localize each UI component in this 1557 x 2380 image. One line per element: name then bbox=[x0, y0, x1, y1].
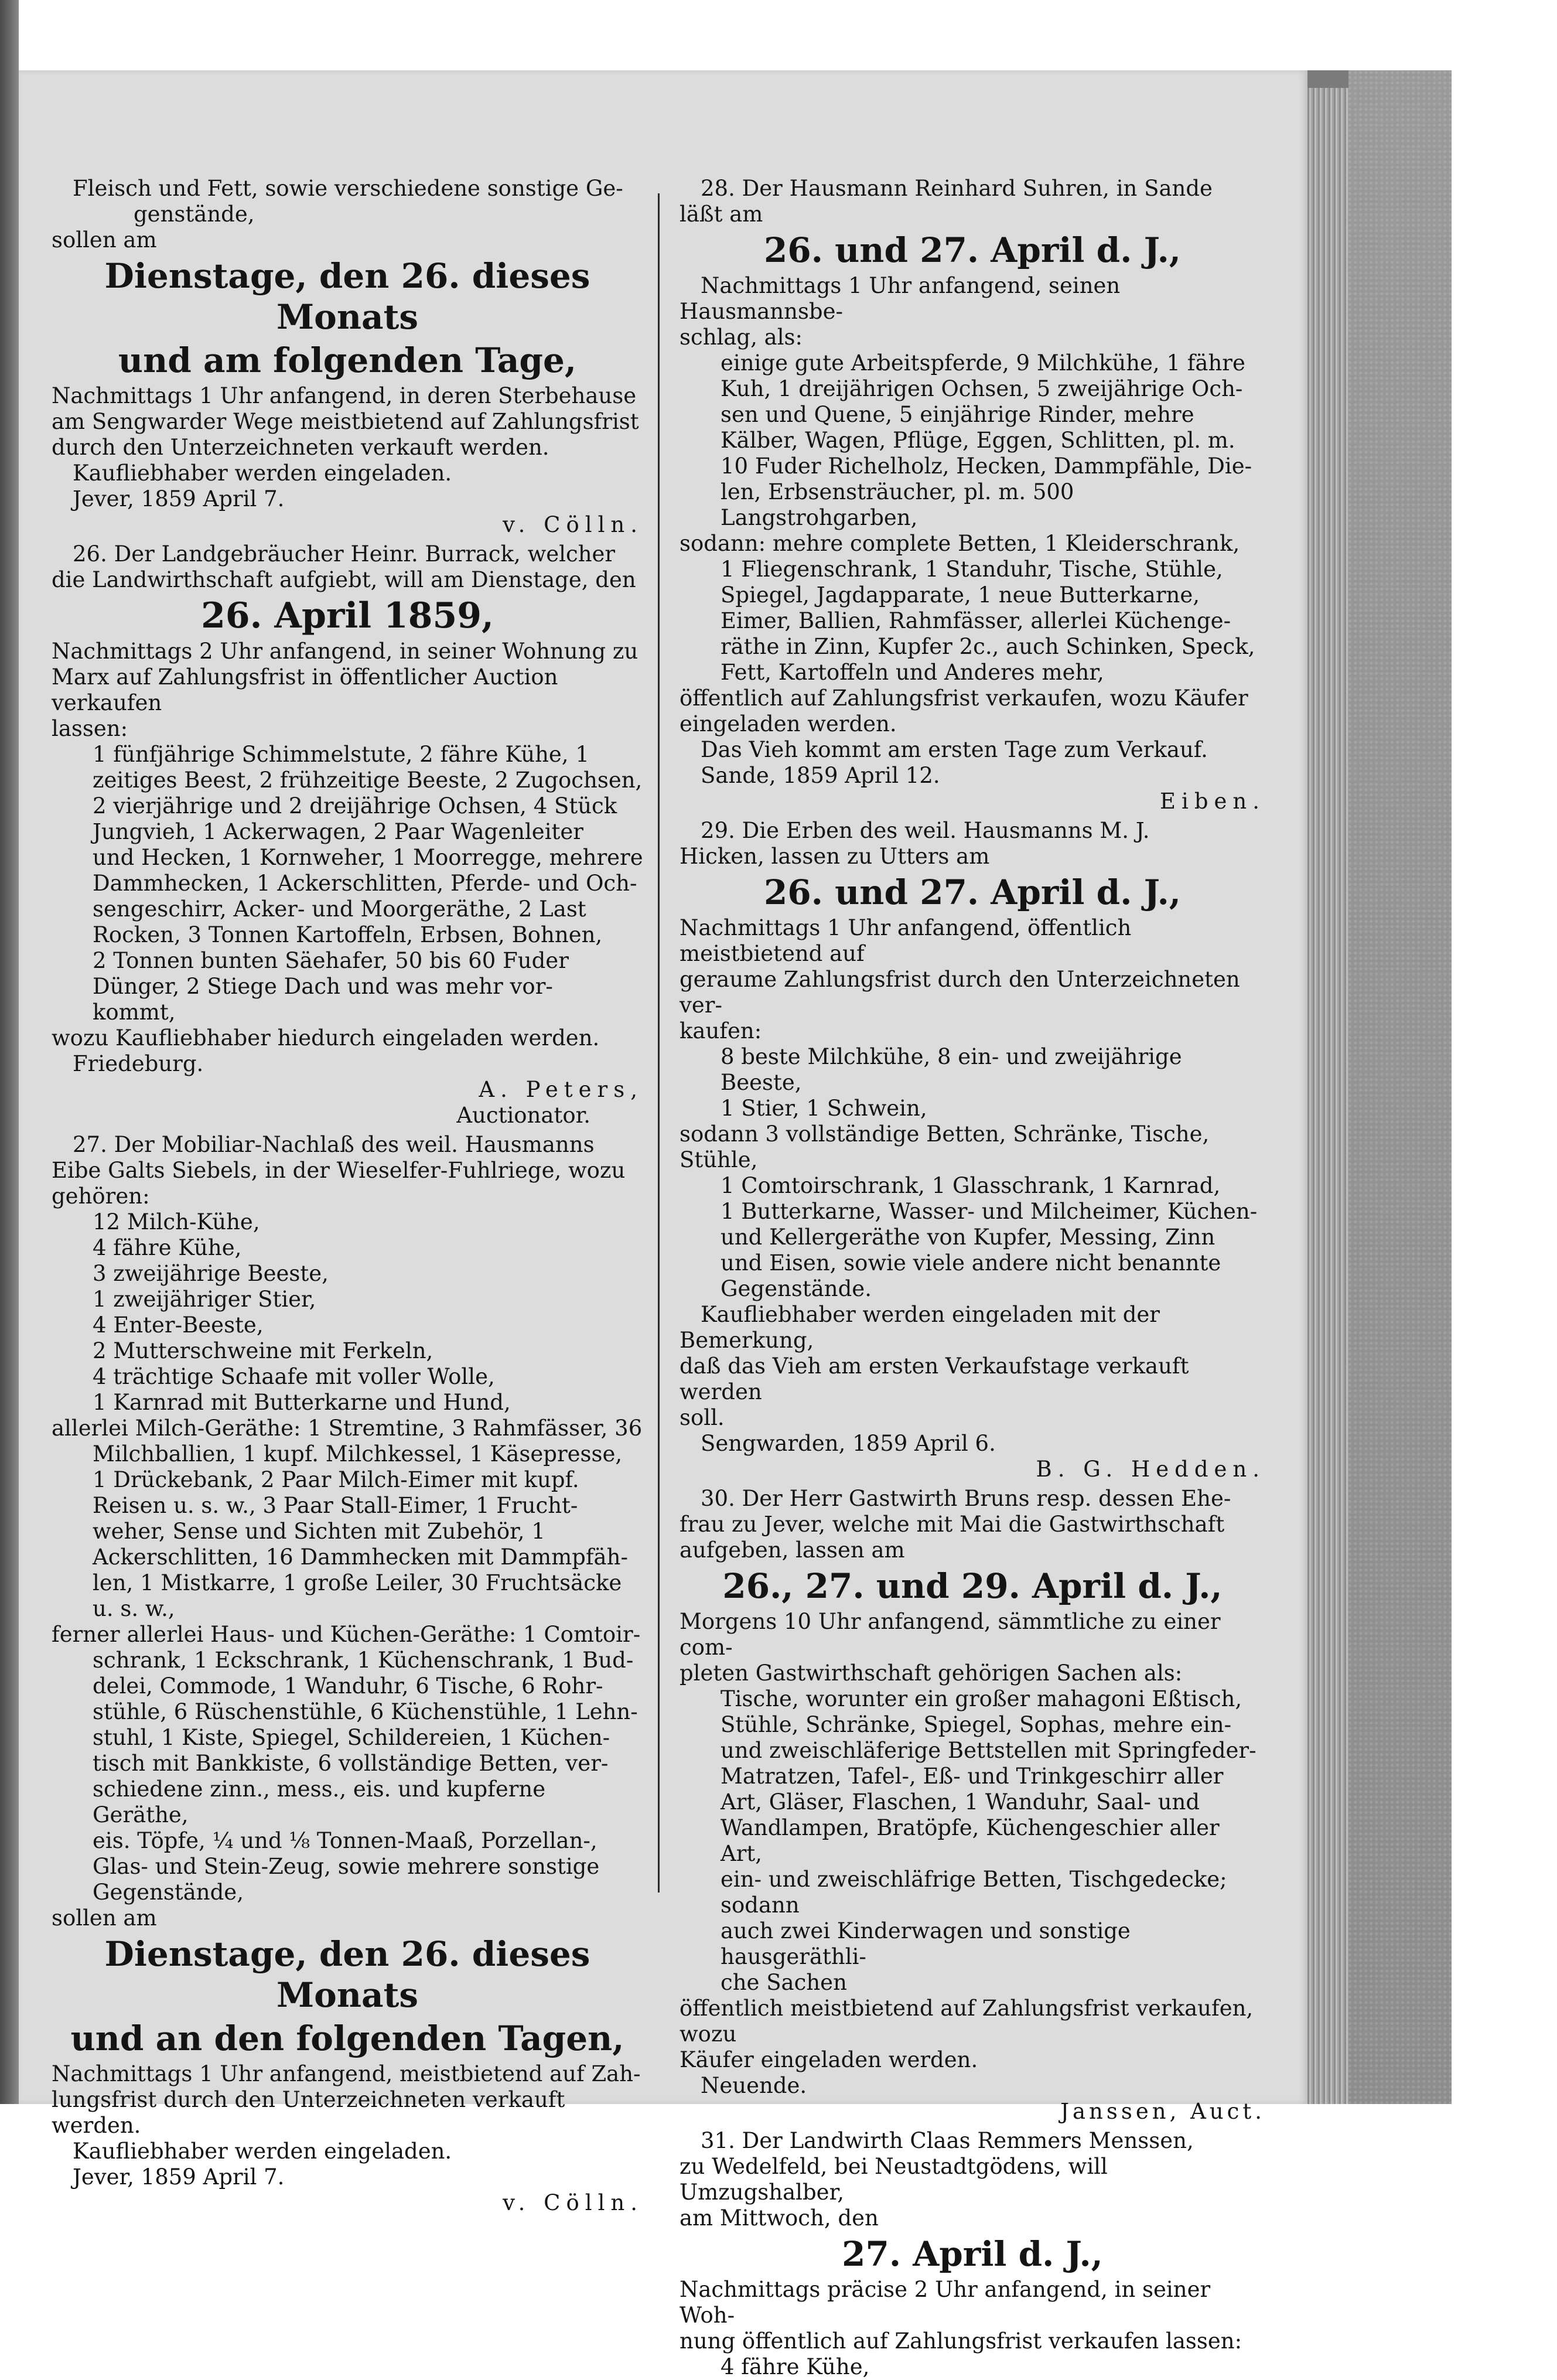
notice-29 bbox=[680, 818, 1265, 1482]
item-line: Reisen u. s. w., 3 Paar Stall-Eimer, 1 Frucht- bbox=[93, 1493, 578, 1518]
item-line: delei, Commode, 1 Wanduhr, 6 Tische, 6 Rohr- bbox=[93, 1673, 603, 1699]
item-line: sodann 3 vollständige Betten, Schränke, Tische, Stühle, bbox=[680, 1121, 1210, 1172]
item-line: 10 Fuder Richelholz, Hecken, Dammpfähle, Die- bbox=[721, 454, 1252, 479]
text-line: sollen am bbox=[52, 227, 157, 253]
item-line: sengeschirr, Acker- und Moorgeräthe, 2 Last bbox=[93, 896, 586, 922]
notice-intro: aufgeben, lassen am bbox=[680, 1537, 905, 1563]
text-line: Marx auf Zahlungsfrist in öffentlicher Auction verkaufen bbox=[52, 664, 558, 715]
item-line: Milchballien, 1 kupf. Milchkessel, 1 Käsepresse, bbox=[93, 1441, 623, 1467]
notice-28 bbox=[680, 176, 1265, 814]
notice-30 bbox=[680, 1486, 1265, 2125]
signature-title: Auctionator. bbox=[456, 1103, 590, 1128]
auction-heading: 26. und 27. April d. J., bbox=[764, 230, 1181, 270]
item-line: Tische, worunter ein großer mahagoni Eßtisch, bbox=[721, 1686, 1242, 1711]
closing-line: öffentlich auf Zahlungsfrist verkaufen, wozu Käufer bbox=[680, 686, 1248, 711]
text-line: nung öffentlich auf Zahlungsfrist verkaufen lassen: bbox=[680, 2328, 1242, 2354]
item-line: Ackerschlitten, 16 Dammhecken mit Dammpfäh- bbox=[93, 1544, 628, 1570]
item-line: 1 Stier, 1 Schwein, bbox=[721, 1096, 927, 1121]
signature: Eiben. bbox=[1159, 789, 1265, 814]
item-line: einige gute Arbeitspferde, 9 Milchkühe, 1 fähre bbox=[721, 350, 1245, 376]
left-column bbox=[52, 176, 643, 2216]
auction-heading: 26., 27. und 29. April d. J., bbox=[722, 1566, 1223, 1606]
text-line: kaufen: bbox=[680, 1018, 762, 1044]
text-line: Morgens 10 Uhr anfangend, sämmtliche zu einer com- bbox=[680, 1609, 1221, 1660]
item-line: 3 zweijährige Beeste, bbox=[93, 1261, 329, 1286]
notice-26 bbox=[52, 541, 643, 1128]
item-line: auch zwei Kinderwagen und sonstige hausgeräthli- bbox=[721, 1918, 1131, 1969]
item-line: Matratzen, Tafel-, Eß- und Trinkgeschirr aller bbox=[721, 1764, 1224, 1789]
invitation-line: Kaufliebhaber werden eingeladen. bbox=[73, 461, 452, 486]
text-line: am Sengwarder Wege meistbietend auf Zahlungsfrist bbox=[52, 409, 639, 434]
item-line: allerlei Milch-Geräthe: 1 Stremtine, 3 Rahmfässer, 36 bbox=[52, 1416, 643, 1441]
item-line: 1 Karnrad mit Butterkarne und Hund, bbox=[93, 1390, 511, 1415]
notice-intro: Eibe Galts Siebels, in der Wieselfer-Fuhlriege, wozu bbox=[52, 1158, 626, 1183]
item-line: ferner allerlei Haus- und Küchen-Geräthe: 1 Comtoir- bbox=[52, 1622, 641, 1647]
text-line: lassen: bbox=[52, 716, 128, 741]
auction-heading: 27. April d. J., bbox=[842, 2234, 1103, 2274]
item-line: schrank, 1 Eckschrank, 1 Küchenschrank, 1 Bud- bbox=[93, 1648, 634, 1673]
date-line: Sande, 1859 April 12. bbox=[701, 763, 940, 788]
item-line: Art, Gläser, Flaschen, 1 Wanduhr, Saal- und bbox=[721, 1789, 1200, 1815]
signature: v. Cölln. bbox=[503, 512, 643, 537]
item-line: Kuh, 1 dreijährigen Ochsen, 5 zweijährige Och- bbox=[721, 376, 1243, 401]
item-line: 2 Mutterschweine mit Ferkeln, bbox=[93, 1338, 433, 1363]
item-line: Rocken, 3 Tonnen Kartoffeln, Erbsen, Bohnen, bbox=[93, 922, 603, 947]
item-line: Dammhecken, 1 Ackerschlitten, Pferde- und Och- bbox=[93, 871, 637, 896]
item-line: len, 1 Mistkarre, 1 große Leiler, 30 Fruchtsäcke bbox=[93, 1570, 622, 1595]
text-line: Nachmittags präcise 2 Uhr anfangend, in seiner Woh- bbox=[680, 2277, 1211, 2328]
place-line: Neuende. bbox=[701, 2073, 807, 2098]
place-line: Friedeburg. bbox=[73, 1051, 204, 1076]
item-line: Fett, Kartoffeln und Anderes mehr, bbox=[721, 660, 1104, 685]
item-line: Stühle, Schränke, Spiegel, Sophas, mehre ein- bbox=[721, 1712, 1232, 1737]
date-line: Jever, 1859 April 7. bbox=[73, 2164, 285, 2190]
text-line: Nachmittags 1 Uhr anfangend, in deren Sterbehause bbox=[52, 383, 637, 408]
signature: v. Cölln. bbox=[503, 2190, 643, 2215]
notice-intro: 26. Der Landgebräucher Heinr. Burrack, welcher bbox=[73, 541, 616, 567]
closing-line: wozu Kaufliebhaber hiedurch eingeladen werden. bbox=[52, 1025, 600, 1051]
item-line: räthe in Zinn, Kupfer 2c., auch Schinken, Speck, bbox=[721, 634, 1255, 659]
notice-intro: Hicken, lassen zu Utters am bbox=[680, 844, 990, 869]
item-line: weher, Sense und Sichten mit Zubehör, 1 bbox=[93, 1519, 545, 1544]
item-line: Gegenstände, bbox=[93, 1880, 244, 1905]
text-line: Fleisch und Fett, sowie verschiedene sonstige Ge- bbox=[73, 176, 623, 201]
closing-line: eingeladen werden. bbox=[680, 711, 897, 736]
auction-heading: 26. April 1859, bbox=[201, 595, 494, 636]
item-line: Dünger, 2 Stiege Dach und was mehr vor- bbox=[93, 974, 553, 999]
item-line: 12 Milch-Kühe, bbox=[93, 1209, 260, 1235]
item-line: 1 Fliegenschrank, 1 Standuhr, Tische, Stühle, bbox=[721, 557, 1223, 582]
notice-intro: 29. Die Erben des weil. Hausmanns M. J. bbox=[701, 818, 1150, 843]
item-line: und Hecken, 1 Kornweher, 1 Moorregge, mehrere bbox=[93, 845, 643, 870]
notice-27 bbox=[52, 1132, 643, 2216]
item-line: tisch mit Bankkiste, 6 vollständige Betten, ver- bbox=[93, 1751, 609, 1776]
item-line: Kälber, Wagen, Pflüge, Eggen, Schlitten, pl. m. bbox=[721, 428, 1235, 453]
column-divider bbox=[658, 193, 660, 1893]
item-line: stuhl, 1 Kiste, Spiegel, Schildereien, 1 Küchen- bbox=[93, 1725, 610, 1750]
notice-intro: die Landwirthschaft aufgiebt, will am Dienstage, den bbox=[52, 567, 636, 592]
signature: A. Peters, bbox=[479, 1077, 643, 1102]
page-edges bbox=[1307, 88, 1348, 2104]
text-line: Nachmittags 2 Uhr anfangend, in seiner Wohnung zu bbox=[52, 639, 638, 664]
item-line: 2 Tonnen bunten Säehafer, 50 bis 60 Fuder bbox=[93, 948, 569, 973]
notice-intro: 27. Der Mobiliar-Nachlaß des weil. Hausmanns bbox=[73, 1132, 595, 1157]
item-line: ein- und zweischläfrige Betten, Tischgedecke; sodann bbox=[721, 1867, 1227, 1918]
auction-heading: und am folgenden Tage, bbox=[118, 340, 577, 380]
signature: Janssen, Auct. bbox=[1060, 2099, 1265, 2124]
date-line: Jever, 1859 April 7. bbox=[73, 486, 285, 512]
notice-intro: läßt am bbox=[680, 202, 763, 227]
item-line: u. s. w., bbox=[93, 1596, 175, 1621]
book-cover bbox=[1348, 70, 1452, 2104]
text-line: Nachmittags 1 Uhr anfangend, seinen Hausmannsbe- bbox=[680, 273, 1121, 324]
item-line: kommt, bbox=[93, 1000, 176, 1025]
text-line: geraume Zahlungsfrist durch den Unterzeichneten ver- bbox=[680, 967, 1240, 1018]
item-line: Gegenstände. bbox=[721, 1276, 872, 1301]
closing-line: soll. bbox=[680, 1405, 725, 1430]
notice-intro: 28. Der Hausmann Reinhard Suhren, in Sande bbox=[701, 176, 1213, 201]
item-line: 1 Comtoirschrank, 1 Glasschrank, 1 Karnrad, bbox=[721, 1173, 1221, 1198]
item-line: 4 fähre Kühe, bbox=[721, 2354, 870, 2379]
item-line: Wandlampen, Bratöpfe, Küchengeschier aller Art, bbox=[721, 1815, 1220, 1866]
auction-heading: Dienstage, den 26. dieses Monats bbox=[104, 256, 590, 337]
text-line: pleten Gastwirthschaft gehörigen Sachen als: bbox=[680, 1660, 1183, 1686]
item-line: 8 beste Milchkühe, 8 ein- und zweijährige Beeste, bbox=[721, 1044, 1182, 1095]
item-line: 4 trächtige Schaafe mit voller Wolle, bbox=[93, 1364, 495, 1389]
text-line: genstände, bbox=[134, 202, 255, 227]
right-column bbox=[680, 176, 1265, 2380]
item-line: und zweischläferige Bettstellen mit Springfeder- bbox=[721, 1738, 1256, 1763]
item-line: schiedene zinn., mess., eis. und kupferne Geräthe, bbox=[93, 1777, 546, 1827]
item-line: und Eisen, sowie viele andere nicht benannte bbox=[721, 1250, 1221, 1276]
text-line: sollen am bbox=[52, 1905, 157, 1931]
notice-intro: 31. Der Landwirth Claas Remmers Menssen, bbox=[701, 2128, 1194, 2153]
text-line: durch den Unterzeichneten verkauft werden. bbox=[52, 435, 549, 460]
date-line: Sengwarden, 1859 April 6. bbox=[701, 1431, 996, 1456]
item-line: eis. Töpfe, ¼ und ⅛ Tonnen-Maaß, Porzellan-, bbox=[93, 1828, 597, 1853]
signature: B. G. Hedden. bbox=[1036, 1457, 1265, 1482]
text-line: Nachmittags 1 Uhr anfangend, öffentlich meistbietend auf bbox=[680, 915, 1132, 966]
item-line: Glas- und Stein-Zeug, sowie mehrere sonstige bbox=[93, 1854, 600, 1879]
notice-intro: gehören: bbox=[52, 1184, 150, 1209]
item-line: Jungvieh, 1 Ackerwagen, 2 Paar Wagenleiter bbox=[93, 819, 583, 844]
notice-intro: am Mittwoch, den bbox=[680, 2205, 879, 2231]
previous-page-sliver bbox=[0, 0, 19, 2104]
auction-heading: und an den folgenden Tagen, bbox=[70, 2018, 624, 2058]
closing-line: Käufer eingeladen werden. bbox=[680, 2047, 978, 2072]
item-line: 4 fähre Kühe, bbox=[93, 1235, 242, 1260]
closing-line: öffentlich meistbietend auf Zahlungsfrist verkaufen, wozu bbox=[680, 1996, 1254, 2047]
auction-heading: Dienstage, den 26. dieses Monats bbox=[104, 1934, 590, 2015]
note-line: Das Vieh kommt am ersten Tage zum Verkauf. bbox=[701, 737, 1208, 762]
item-line: stühle, 6 Rüschenstühle, 6 Küchenstühle, 1 Lehn- bbox=[93, 1699, 638, 1724]
invitation-line: Kaufliebhaber werden eingeladen. bbox=[73, 2139, 452, 2164]
item-line: 1 fünfjährige Schimmelstute, 2 fähre Kühe, 1 bbox=[93, 742, 589, 767]
item-line: sodann: mehre complete Betten, 1 Kleiderschrank, bbox=[680, 531, 1240, 556]
closing-line: daß das Vieh am ersten Verkaufstage verkauft werden bbox=[680, 1353, 1189, 1404]
text-line: Nachmittags 1 Uhr anfangend, meistbietend auf Zah- bbox=[52, 2061, 641, 2086]
item-line: 2 vierjährige und 2 dreijährige Ochsen, 4 Stück bbox=[93, 793, 617, 819]
notice-intro: frau zu Jever, welche mit Mai die Gastwirthschaft bbox=[680, 1512, 1225, 1537]
item-line: und Kellergeräthe von Kupfer, Messing, Zinn bbox=[721, 1225, 1215, 1250]
item-line: 1 Drückebank, 2 Paar Milch-Eimer mit kupf. bbox=[93, 1467, 579, 1492]
auction-heading: 26. und 27. April d. J., bbox=[764, 872, 1181, 912]
item-line: 1 Butterkarne, Wasser- und Milcheimer, Küchen- bbox=[721, 1199, 1258, 1224]
item-line: che Sachen bbox=[721, 1970, 847, 1995]
item-line: Spiegel, Jagdapparate, 1 neue Butterkarne, bbox=[721, 582, 1200, 608]
item-line: Eimer, Ballien, Rahmfässer, allerlei Küchenge- bbox=[721, 608, 1231, 633]
item-line: zeitiges Beest, 2 frühzeitige Beeste, 2 Zugochsen, bbox=[93, 768, 643, 793]
notice-intro: 30. Der Herr Gastwirth Bruns resp. dessen Ehe- bbox=[701, 1486, 1231, 1511]
text-line: lungsfrist durch den Unterzeichneten verkauft werden. bbox=[52, 2087, 565, 2138]
item-line: sen und Quene, 5 einjährige Rinder, mehre bbox=[721, 402, 1194, 427]
text-line: schlag, als: bbox=[680, 325, 803, 350]
closing-line: Kaufliebhaber werden eingeladen mit der Bemerkung, bbox=[680, 1302, 1160, 1353]
item-line: len, Erbsensträucher, pl. m. 500 Langstrohgarben, bbox=[721, 479, 1074, 530]
notice-intro: zu Wedelfeld, bei Neustadtgödens, will Umzugshalber, bbox=[680, 2154, 1108, 2205]
item-line: 4 Enter-Beeste, bbox=[93, 1312, 264, 1338]
item-line: 1 zweijähriger Stier, bbox=[93, 1287, 316, 1312]
notice-31 bbox=[680, 2128, 1265, 2380]
